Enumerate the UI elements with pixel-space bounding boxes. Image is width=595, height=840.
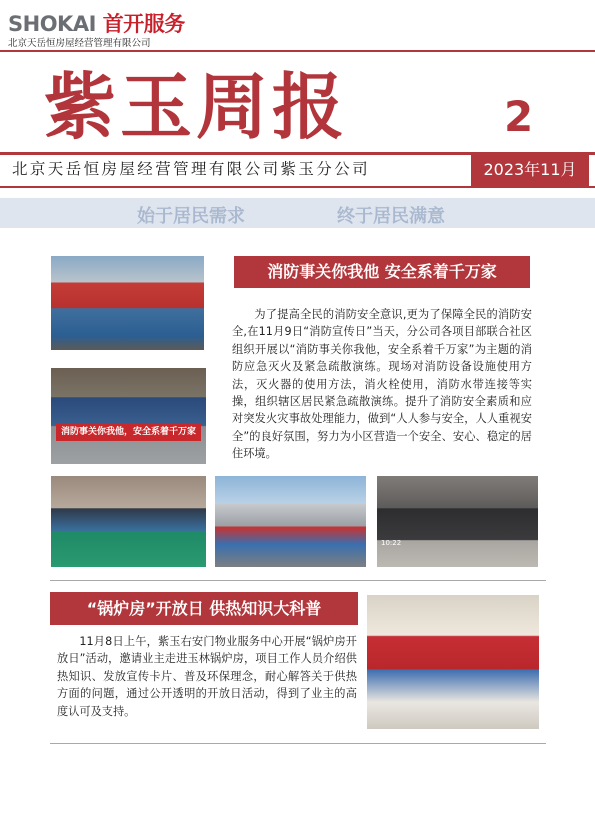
issue-number: 2 — [504, 92, 534, 141]
company-logo — [8, 8, 188, 48]
company-name: 北京天岳恒房屋经营管理有限公司紫玉分公司 — [12, 160, 371, 178]
section1-body: 为了提高全民的消防安全意识,更为了保障全民的消防安全,在11月9日“消防宣传日”当天，分公司各项目部联合社区组织开展以“消防事关你我他，安全系着千万家”为主题的消防应急灭火及紧急疏散演练。现场对消防设备设施使用方法，灭火器的使用方法，消火栓使用，消防水带连接等实操，组织辖区居民紧急疏散演练。提升了消防安全素质和应对突发火灾事故处理能力，做到“人人参与安全，人人重视安全”的良好氛围，努力为小区营造一个安全、安心、稳定的居住环境。 — [232, 308, 532, 461]
section2-body: 11月8日上午，紫玉右安门物业服务中心开展“锅炉房开放日”活动，邀请业主走进玉林锅炉房，项目工作人员介绍供热知识、发放宣传卡片、普及环保理念，耐心解答关于供热方面的问题，通过公开透明的开放日活动，得到了业主的高度认可及支持。 — [57, 635, 357, 718]
logo-subtitle: 北京天岳恒房屋经营管理有限公司 — [8, 38, 151, 49]
logo-wordmark — [8, 8, 185, 38]
slogan-band — [0, 198, 595, 228]
fire-drill-photo-demo — [51, 476, 206, 567]
masthead-rule-bottom — [0, 186, 595, 188]
slogan-left: 始于居民需求 — [137, 206, 245, 227]
logo-cn: 首开服务 — [102, 12, 185, 36]
section-divider-bottom — [50, 743, 546, 744]
fire-drill-photo-residents — [215, 476, 366, 567]
section2-title: “锅炉房”开放日 供热知识大科普 — [50, 592, 358, 625]
photo-banner-text: 消防事关你我他，安全系着千万家 — [56, 423, 201, 441]
section1-title: 消防事关你我他 安全系着千万家 — [234, 256, 530, 288]
fire-drill-photo-group — [51, 256, 204, 350]
section-divider — [50, 580, 546, 581]
photo-timestamp: 10:22 — [381, 539, 402, 547]
top-rule — [0, 50, 595, 52]
fire-drill-photo-banner — [51, 368, 206, 464]
slogan-right: 终于居民满意 — [337, 206, 445, 227]
newsletter-title: 紫玉周报 — [44, 64, 349, 149]
fire-drill-photo-firefighters — [377, 476, 538, 567]
issue-date: 2023年11月 — [471, 154, 589, 186]
boiler-room-photo — [367, 595, 539, 729]
logo-brand: SHOKAI — [8, 12, 96, 36]
